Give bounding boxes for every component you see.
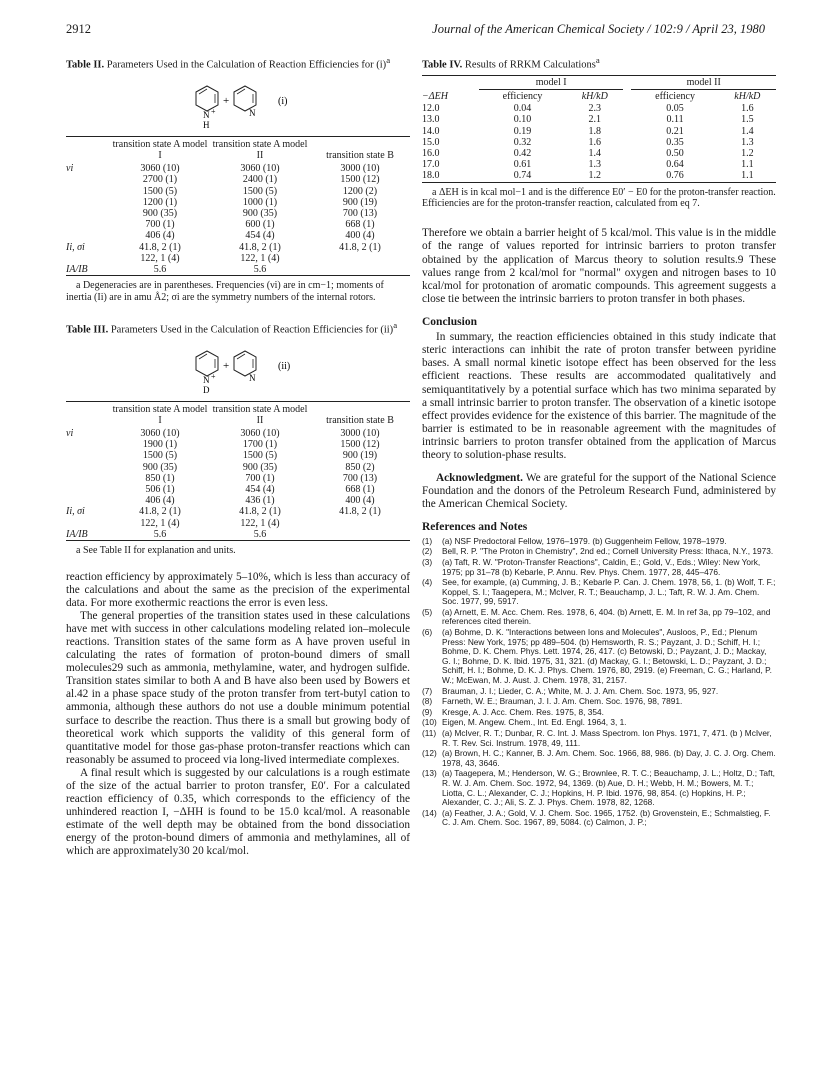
table-cell: 454 (4) (245, 484, 275, 496)
table-cell: 454 (4) (245, 230, 275, 242)
table-cell: 122, 1 (4) (140, 252, 180, 264)
table-cell: 436 (1) (245, 495, 275, 507)
table-cell: 1.1 (741, 159, 754, 171)
table-cell: 668 (1) (345, 484, 375, 496)
table-cell: 41.8, 2 (1) (139, 241, 181, 253)
table-cell: 1.3 (741, 136, 754, 148)
table-cell: 600 (1) (245, 219, 275, 231)
spacer-cell (623, 148, 631, 159)
table-row (66, 163, 410, 174)
table-cell (66, 518, 110, 529)
table-cell: 1200 (2) (342, 185, 378, 197)
table-row (422, 137, 776, 148)
body-paragraph: In summary, the reaction efficiencies obtained in this study indicate that steric interactions can inhibit the rate of proton transfer between pyridine bases. A small normal kinetic isotope effect has been observed for the less efficient reactions. These results are accommodated qualitatively and semiquantitatively by a potential surface which has two minima separated by a small intrinsic barrier to proton transfer. The observation of a kinetic isotope effect provides evidence for the existence of this barrier. The magnitude of the barrier is estimated to be in reasonable agreement with the magnitudes of intrinsic barriers to proton transfer obtained from the application of Marcus theory to solution-phase results. (422, 331, 776, 462)
group-header: model II (631, 76, 776, 90)
svg-text:N: N (203, 109, 210, 120)
table-cell: 13.0 (422, 114, 440, 126)
table-cell: 1500 (5) (142, 450, 178, 462)
table-cell: 122, 1 (4) (240, 252, 280, 264)
table3-scheme (66, 339, 410, 397)
table-cell: 2.3 (588, 103, 602, 115)
reference-item (422, 718, 776, 728)
table-row (66, 208, 410, 219)
table-cell: 3000 (10) (340, 163, 380, 175)
svg-text:+: + (211, 106, 216, 116)
table-cell: 5.6 (153, 528, 167, 540)
table-cell: 5.6 (253, 263, 267, 275)
table-cell: 1.4 (588, 147, 602, 159)
table-cell: 3060 (10) (140, 163, 180, 175)
svg-text:N: N (249, 372, 256, 383)
reference-text: Bell, R. P. "The Proton in Chemistry", 2nd ed.; Cornell University Press: Ithaca, N.Y., 1973. (442, 546, 774, 557)
table-cell: 12.0 (422, 103, 440, 115)
table-cell: 0.74 (513, 170, 532, 182)
reference-item (422, 558, 776, 577)
table-cell: 41.8, 2 (1) (339, 241, 381, 253)
reference-number: (14) (422, 807, 437, 818)
reference-item (422, 729, 776, 748)
table-cell: 1500 (5) (142, 185, 178, 197)
table-cell (66, 197, 110, 208)
table-cell: 700 (1) (245, 472, 275, 484)
table-row (66, 197, 410, 208)
scheme-label: (ii) (278, 360, 291, 372)
table2-footnote: a Degeneracies are in parentheses. Frequencies (νi) are in cm−1; moments of inertia (Ii) are in amu Å2; σi are the symmetry numbers of the internal rotors. (66, 280, 384, 303)
body-paragraph: A final result which is suggested by our calculations is a rough estimate of the size of the actual barrier to proton transfer, E0′. For a calculated reaction efficiency of 0.35, which corresponds to the efficiency of the unhindered reaction I, −ΔHH is found to be 15.0 kcal/mol. A reasonable estimate of the well depth may be obtained from the bond dissociation energy of the proton-bound dimers of ammonia and methylamines, all of which are approximately30 20 kcal/mol. (66, 766, 410, 858)
table-cell: 700 (13) (342, 472, 378, 484)
table-cell: 5.6 (253, 528, 267, 540)
reference-item (422, 749, 776, 768)
table-cell (66, 219, 110, 230)
table-cell: 1500 (12) (340, 439, 380, 451)
table-cell: 1700 (1) (242, 439, 278, 451)
table3-footnote: a See Table II for explanation and units. (76, 545, 236, 557)
table-row (66, 253, 410, 264)
table-cell: 900 (35) (142, 461, 178, 473)
svg-text:+: + (211, 371, 216, 381)
table-row (66, 450, 410, 461)
svg-text:D: D (203, 384, 210, 395)
spacer-cell (623, 170, 631, 181)
table-cell: 850 (2) (345, 461, 375, 473)
body-paragraph: The general properties of the transition states used in these calculations have met with success in other calculations modeling related ion–molecule reactions. Transition states of the same form as A have proven useful in calculating the rates of formation of proton-bound dimers of small molecules29 such as ammonia, methylamine, water, and hydrogen sulfide. Transition states similar to both A and B have also been used by Bowers et al.42 in a phase space study of the proton transfer from tert-butyl cation to ammonia, although these authors do not use a double minimum potential surface to describe the reaction. Thus there is a small but growing body of theoretical work which supports the validity of this general form of quantitative model for those gas-phase proton-transfer reactions which can reasonably be assumed to proceed via long-lived intermediate complexes. (66, 609, 410, 766)
scheme-label: (i) (278, 95, 288, 107)
spacer-cell (623, 126, 631, 137)
table4: model I model II −ΔEH efficiency kH/kD efficiency kH/kD 12.0 0.04 2.3 0.05 1.6 13.0 0.10 2.1 0.11 1.5 14.0 0.19 1.8 0.21 1.4 15.0 0.32 1.6 0.35 1.3 16.0 0.42 1.4 0.50 1.2 17.0 0.61 1.3 0.64 1.1 18.0 0.74 1.2 0.76 1.1 (422, 76, 776, 182)
table-cell (310, 529, 410, 540)
table-row (66, 506, 410, 517)
table-cell (66, 495, 110, 506)
table-cell: 406 (4) (145, 230, 175, 242)
table-cell: 2.1 (588, 114, 602, 126)
table-cell: 1.4 (741, 125, 754, 137)
table-cell: 0.10 (513, 114, 532, 126)
body-paragraph: Therefore we obtain a barrier height of 5 kcal/mol. This value is in the middle of the range of values reported for intrinsic barriers to proton transfer obtained by the application of Marcus theory to solution results.9 These values range from 2 kcal/mol for "normal" oxygen and nitrogen bases to 10 kcal/mol for protonation of aromatic compounds. This agreement suggests a close tie between the intrinsic barriers to proton transfer in both phases. (422, 227, 776, 305)
table-row (66, 529, 410, 540)
table-cell: 3060 (10) (240, 163, 280, 175)
reference-item (422, 687, 776, 697)
table-cell: 900 (19) (342, 196, 378, 208)
reference-text: (a) Feather, J. A.; Gold, V. J. Chem. Soc. 1965, 1752. (b) Grovenstein, E.; Schmalstieg, F. C. J. Am. Chem. Soc. 1967, 89, 5084. (c) Calmon, J. P.; (442, 807, 771, 828)
table-cell: 0.50 (666, 147, 684, 159)
running-header: Journal of the American Chemical Society / 102:9 / April 23, 1980 (432, 22, 765, 36)
table-cell: 400 (4) (345, 230, 375, 242)
table-cell: 900 (35) (242, 207, 278, 219)
reference-item (422, 809, 776, 828)
table-row (66, 174, 410, 185)
table-cell: 1.6 (588, 136, 602, 148)
section-heading: Conclusion (422, 315, 477, 328)
table-row (66, 518, 410, 529)
deuteropyridinium-plus-pyridine-structure (66, 339, 410, 399)
left-column (66, 54, 410, 859)
svg-text:+: + (223, 94, 230, 107)
table-cell: νi (66, 163, 74, 175)
table-row (66, 439, 410, 450)
table-cell: 1.2 (741, 147, 754, 159)
table-cell: 1.3 (588, 159, 602, 171)
table-cell: 0.21 (666, 125, 684, 137)
table-cell: 0.76 (666, 170, 684, 182)
reference-number: (11) (422, 728, 437, 738)
reference-text: (a) Brown, H. C.; Kanner, B. J. Am. Chem. Soc. 1966, 88, 986. (b) Day, J. C. J. Org. Chem. 1978, 43, 3646. (442, 748, 776, 768)
reference-number: (1) (422, 535, 433, 546)
right-column (422, 54, 776, 829)
table-cell: 506 (1) (145, 484, 175, 496)
table-cell: 1900 (1) (142, 439, 178, 451)
svg-text:H: H (203, 119, 210, 130)
reference-number: (9) (422, 706, 433, 717)
spacer-cell (623, 103, 631, 114)
reference-number: (12) (422, 748, 437, 759)
table-row (66, 186, 410, 197)
section-heading: References and Notes (422, 521, 528, 534)
table-cell: 850 (1) (145, 472, 175, 484)
reference-text: Kresge, A. J. Acc. Chem. Res. 1975, 8, 354. (442, 706, 604, 717)
reference-number: (5) (422, 606, 433, 617)
table-row (66, 219, 410, 230)
table-cell: 0.64 (666, 159, 684, 171)
table-cell (66, 186, 110, 197)
table-cell (66, 473, 110, 484)
reference-text: Brauman, J. I.; Lieder, C. A.; White, M. J. J. Am. Chem. Soc. 1973, 95, 927. (442, 685, 719, 696)
table-cell (66, 230, 110, 241)
reference-item (422, 608, 776, 627)
reference-list (422, 537, 776, 828)
table-cell (66, 484, 110, 495)
table-row (66, 428, 410, 439)
table-row (422, 170, 776, 181)
table-cell: 0.42 (513, 147, 532, 159)
table-cell: 3000 (10) (340, 428, 380, 440)
table-cell: 0.04 (513, 103, 532, 115)
reference-text: (a) McIver, R. T.; Dunbar, R. C. Int. J. Mass Spectrom. Ion Phys. 1971, 7, 471. (b ) McIver, R. T. Rev. Sci. Instrum. 1978, 49, 111. (442, 728, 772, 748)
reference-number: (2) (422, 546, 433, 557)
table-cell: 1.6 (741, 103, 754, 115)
table-cell: 0.19 (513, 125, 532, 137)
table-cell: 700 (13) (342, 207, 378, 219)
table-cell: 41.8, 2 (1) (139, 506, 181, 518)
table4-footnote: a ΔEH is in kcal mol−1 and is the difference E0′ − E0 for the proton-transfer reaction. Efficiencies are for the proton-transfer reaction, calculated from eq 7. (422, 186, 776, 209)
table-cell: IA/IB (66, 528, 88, 540)
acknowledgment: Acknowledgment. We are grateful for the support of the National Science Foundation and the donors of the Petroleum Research Fund, administered by the American Chemical Society. (422, 472, 776, 511)
table-row (66, 242, 410, 253)
table-cell: 406 (4) (145, 495, 175, 507)
spacer-cell (623, 159, 631, 170)
table-cell: 41.8, 2 (1) (339, 506, 381, 518)
reference-text: Farneth, W. E.; Brauman, J. I. J. Am. Chem. Soc. 1976, 98, 7891. (442, 696, 683, 707)
table-row (66, 484, 410, 495)
table-cell: 1.8 (588, 125, 602, 137)
table-cell: 41.8, 2 (1) (239, 241, 281, 253)
reference-number: (4) (422, 577, 433, 588)
reference-number: (3) (422, 556, 433, 567)
reference-item (422, 708, 776, 718)
body-paragraph: reaction efficiency by approximately 5–10%, which is less than accuracy of the calculations and about the same as the precision of the experimental data. For more exothermic reactions the error is even less. (66, 570, 410, 609)
table2-caption: Table II. Parameters Used in the Calculation of Reaction Efficiencies for $(i)^a$ (66, 55, 391, 71)
spacer-cell (623, 137, 631, 148)
table-cell (66, 439, 110, 450)
table-cell: 700 (1) (145, 219, 175, 231)
table-cell: IA/IB (66, 263, 88, 275)
table-cell: 1.1 (741, 170, 754, 182)
reference-text: (a) Arnett, E. M. Acc. Chem. Res. 1978, 6, 404. (b) Arnett, E. M. In ref 3a, pp 79–102, and references cited therein. (442, 606, 771, 627)
table-cell: 41.8, 2 (1) (239, 506, 281, 518)
table-cell: 1500 (5) (242, 450, 278, 462)
pyridinium-plus-pyridine-structure (66, 74, 410, 134)
table-cell: 400 (4) (345, 495, 375, 507)
reference-number: (7) (422, 685, 433, 696)
group-header: model I (479, 76, 624, 90)
table-cell: 0.61 (513, 159, 532, 171)
spacer-cell (623, 114, 631, 125)
table-row (66, 473, 410, 484)
table-row (422, 126, 776, 137)
table-cell: 0.11 (666, 114, 684, 126)
table2: transition state A model I transition state A model II transition state B νi 3060 (10) 3060 (10) 3000 (10) 2700 (1) 2400 (1) 1500 (12) 1500 (5) 1500 (5) 1200 (2) 1200 (1) 1000 (1) 900 (19) 900 (35) 900 (35) 700 (13) 700 (1) 600 (1) 668 (1) 406 (4) 454 (4) 400 (4) Ii, σi 41.8, 2 (1) 41.8, 2 (1) 41.8, 2 (1) 122, 1 (4) 122, 1 (4) IA/IB 5.6 5.6 (66, 137, 410, 275)
table-cell (310, 518, 410, 529)
table-row (422, 159, 776, 170)
table-cell: 1.2 (588, 170, 602, 182)
table-cell: 900 (35) (242, 461, 278, 473)
table-cell (66, 174, 110, 185)
svg-text:N: N (249, 107, 256, 118)
table-cell: 1000 (1) (242, 196, 278, 208)
reference-number: (6) (422, 627, 433, 638)
table-row (66, 264, 410, 275)
table-cell: 1.5 (741, 114, 754, 126)
reference-text: (a) Taagepera, M.; Henderson, W. G.; Brownlee, R. T. C.; Beauchamp, J. L.; Holtz, D.; Taft, R. W. J. Am. Chem. Soc. 1972, 94, 1369. (b) Aue, D. H.; Webb, H. M.; Bowers, M. T.; Liotta, C. L.; Alexander, C. J.; Hopkins, H. P. Ibid. 1976, 98, 854. (c) Hopkins, H. P.; Alexander, C. J.; Ali, S. Z. J. Phys. Chem. 1978, 82, 1268. (442, 768, 775, 808)
reference-number: (10) (422, 717, 437, 728)
table-cell: Ii, σi (66, 506, 85, 518)
table-cell: Ii, σi (66, 241, 85, 253)
table-cell: 0.35 (666, 136, 684, 148)
table-cell: 2400 (1) (242, 174, 278, 186)
reference-text: (a) Taft, R. W. "Proton-Transfer Reactions", Caldin, E.; Gold, V., Eds.; Wiley: New York, 1975; pp 31–78 (b) Kebarle, P. Annu. Rev. Phys. Chem. 1977, 28, 445–476. (442, 556, 761, 577)
table-cell: 122, 1 (4) (240, 517, 280, 529)
table-cell: 900 (35) (142, 207, 178, 219)
table-cell (66, 450, 110, 461)
table-cell: 122, 1 (4) (140, 517, 180, 529)
table3: transition state A model I transition state A model II transition state B νi 3060 (10) 3060 (10) 3000 (10) 1900 (1) 1700 (1) 1500 (12) 1500 (5) 1500 (5) 900 (19) 900 (35) 900 (35) 850 (2) 850 (1) 700 (1) 700 (13) 506 (1) 454 (4) 668 (1) 406 (4) 436 (1) 400 (4) Ii, σi 41.8, 2 (1) 41.8, 2 (1) 41.8, 2 (1) 122, 1 (4) 122, 1 (4) IA/IB 5.6 5.6 (66, 402, 410, 540)
table2-scheme (66, 74, 410, 132)
reference-item (422, 537, 776, 547)
table-cell: 0.05 (666, 103, 684, 115)
svg-text:N: N (203, 374, 210, 385)
table-row (66, 230, 410, 241)
table-cell: 3060 (10) (140, 428, 180, 440)
table-cell (66, 462, 110, 473)
table-cell: 1500 (12) (340, 174, 380, 186)
reference-item (422, 697, 776, 707)
table-row (422, 148, 776, 159)
table-row (422, 114, 776, 125)
reference-item (422, 547, 776, 557)
reference-number: (8) (422, 696, 433, 707)
reference-number: (13) (422, 768, 437, 779)
table-cell: 900 (19) (342, 450, 378, 462)
table-cell: 0.32 (513, 136, 532, 148)
table-cell (66, 253, 110, 264)
reference-item (422, 578, 776, 607)
table-cell (310, 253, 410, 264)
reference-item (422, 769, 776, 807)
table-cell: 14.0 (422, 125, 440, 137)
reference-item (422, 628, 776, 686)
table-row (66, 495, 410, 506)
reference-text: See, for example, (a) Cumming, J. B.; Kebarle P. Can. J. Chem. 1978, 56, 1. (b) Wolf, T. F.; Koppel, S. I.; Taagepera, M.; McIver, R. T.; Beauchamp, J. L.; Taft, R. W. J. Am. Chem. Soc. 1977, 99, 5917. (442, 577, 776, 607)
table-cell (310, 264, 410, 275)
table-cell: 18.0 (422, 170, 440, 182)
table-cell: 2700 (1) (142, 174, 178, 186)
table-cell: 3060 (10) (240, 428, 280, 440)
table-row (422, 103, 776, 114)
table-cell: 5.6 (153, 263, 167, 275)
svg-text:+: + (223, 359, 230, 372)
reference-text: Eigen, M. Angew. Chem., Int. Ed. Engl. 1964, 3, 1. (442, 717, 627, 728)
table-cell: 17.0 (422, 159, 440, 171)
table-cell: 16.0 (422, 147, 440, 159)
table-row (66, 462, 410, 473)
table3-caption: Table III. Parameters Used in the Calculation of Reaction Efficiencies for (ii)$^a$ (66, 319, 398, 336)
page-number: 2912 (66, 22, 91, 36)
reference-text: (a) Bohme, D. K. "Interactions between Ions and Molecules", Ausloos, P., Ed.; Plenum Press: New York, 1975; pp 489–504. (b) Hemsworth, R. S.; Payzant, J. D.; Schiff, H. I.; Bohme, D. K. Chem. Phys. Lett. 1974, 26, 417. (c) Betowski, D.; Payzant, J. D.; Mackay, G. I.; Bohme, D. K. Ibid. 1975, 31, 321. (d) Mackay, G. I.; Betowski, L. D.; Payzant, J. D.; Schiff, H. I.; Bohme, D. K. J. Phys. Chem. 1976, 80, 2919. (e) Freeman, C. G.; Harland, P. W.; McEwan, M. J. Aust. J. Chem. 1978, 31, 2157. (442, 627, 772, 686)
table-cell: 15.0 (422, 136, 440, 148)
table-cell: νi (66, 428, 74, 440)
table-cell (66, 208, 110, 219)
table4-caption: Table IV. Results of RRKM Calculations$^a$ (422, 55, 600, 71)
table-cell: 1200 (1) (142, 196, 178, 208)
table-cell: 668 (1) (345, 219, 375, 231)
reference-text: (a) NSF Predoctoral Fellow, 1976–1979. (b) Guggenheim Fellow, 1978–1979. (442, 535, 727, 546)
table-cell: 1500 (5) (242, 185, 278, 197)
